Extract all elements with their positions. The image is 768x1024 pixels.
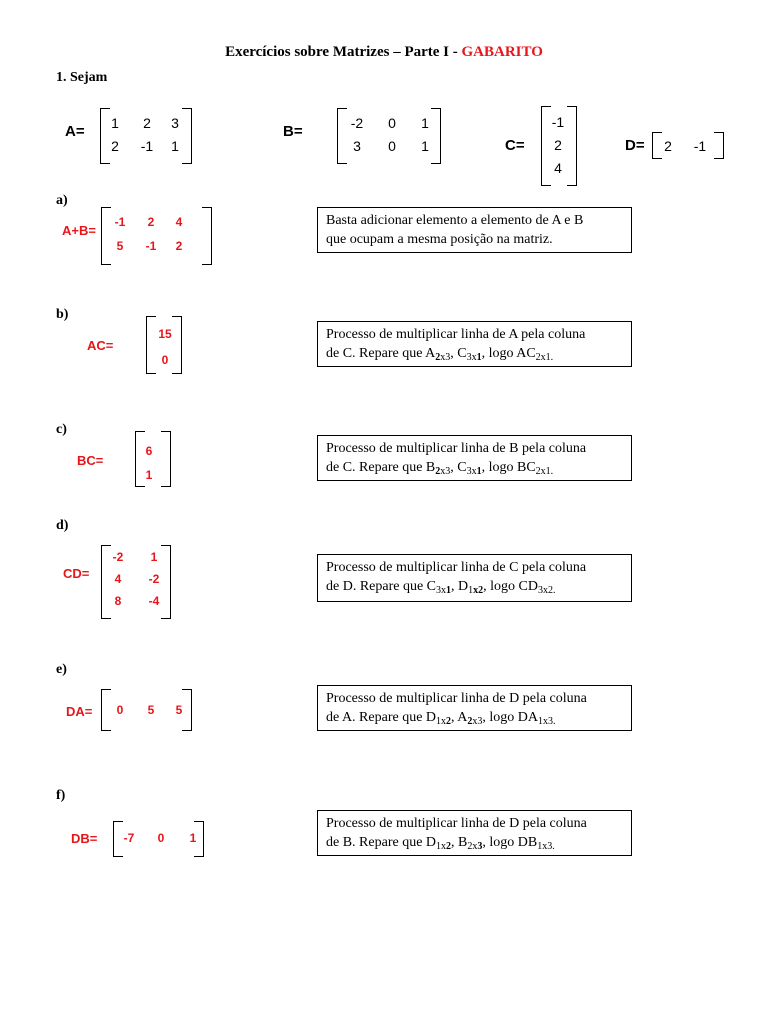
- item-a-letter: a): [56, 193, 68, 208]
- matrix-a-cell: -1: [140, 138, 154, 154]
- matrix-b-cell: 3: [353, 138, 361, 154]
- item-c-label: BC=: [77, 453, 104, 468]
- result-cell: 5: [116, 239, 124, 253]
- matrix-a-cell: 3: [171, 115, 179, 131]
- result-cell: 0: [161, 353, 169, 367]
- title-highlight: GABARITO: [461, 44, 543, 60]
- item-f-letter: f): [56, 788, 66, 803]
- matrix-c-cell: -1: [551, 114, 565, 130]
- result-cell: 1: [150, 550, 158, 564]
- result-cell: 0: [157, 831, 165, 845]
- matrix-d-label: D=: [625, 137, 645, 154]
- result-matrix-e: [101, 689, 192, 731]
- note-b-line1: Processo de multiplicar linha de A pela coluna: [326, 327, 586, 342]
- matrix-a-cell: 1: [171, 138, 179, 154]
- result-cell: -2: [148, 572, 160, 586]
- result-cell: -1: [114, 215, 126, 229]
- item-b-label: AC=: [87, 338, 114, 353]
- matrix-c: [541, 106, 577, 186]
- item-c-letter: c): [56, 422, 67, 437]
- note-f: [317, 810, 632, 856]
- matrix-d-cell: -1: [693, 138, 707, 154]
- result-cell: 4: [175, 215, 183, 229]
- matrix-a: [100, 108, 192, 164]
- result-matrix-f: [113, 821, 204, 857]
- result-matrix-a: [101, 207, 212, 265]
- result-matrix-c: [135, 431, 171, 487]
- matrix-a-cell: 2: [143, 115, 151, 131]
- note-e-line1: Processo de multiplicar linha de D pela coluna: [326, 691, 587, 706]
- result-cell: 2: [147, 215, 155, 229]
- result-matrix-d: [101, 545, 171, 619]
- result-cell: 1: [145, 468, 153, 482]
- note-e: [317, 685, 632, 731]
- matrix-c-cell: 2: [554, 137, 562, 153]
- note-c-line1: Processo de multiplicar linha de B pela coluna: [326, 441, 587, 456]
- note-f-line1: Processo de multiplicar linha de D pela coluna: [326, 816, 587, 831]
- matrix-a-cell: 2: [111, 138, 119, 154]
- note-c-line2: de C. Repare que $B_{2x3}$, $C_{3x1}$, logo $BC_{2x1.}$: [326, 460, 554, 477]
- result-cell: 15: [158, 327, 172, 341]
- matrix-d: [652, 132, 724, 159]
- note-d: [317, 554, 632, 602]
- note-b-line2: de C. Repare que $A_{2x3}$, $C_{3x1}$, logo $AC_{2x1.}$: [326, 346, 554, 363]
- item-b-letter: b): [56, 307, 69, 322]
- matrix-b-cell: 0: [388, 138, 396, 154]
- result-cell: 6: [145, 444, 153, 458]
- matrix-b-cell: 1: [421, 138, 429, 154]
- item-a-label: A+B=: [62, 223, 96, 238]
- note-c: [317, 435, 632, 481]
- result-cell: 1: [189, 831, 197, 845]
- title-main: Exercícios sobre Matrizes – Parte I -: [225, 44, 458, 60]
- result-cell: -1: [145, 239, 157, 253]
- matrix-b-cell: -2: [350, 115, 364, 131]
- item-f-label: DB=: [71, 831, 98, 846]
- result-cell: 4: [114, 572, 122, 586]
- result-cell: 2: [175, 239, 183, 253]
- matrix-d-cell: 2: [664, 138, 672, 154]
- matrix-b-cell: 0: [388, 115, 396, 131]
- note-a-line1: Basta adicionar elemento a elemento de A e B: [326, 213, 584, 228]
- matrix-b-label: B=: [283, 123, 303, 140]
- item-e-letter: e): [56, 662, 67, 677]
- intro-heading: 1. Sejam: [56, 70, 108, 85]
- note-d-line2: de D. Repare que $C_{3x1}$, $D_{1x2}$, logo $CD_{3x2.}$: [326, 579, 556, 596]
- matrix-a-label: A=: [65, 123, 85, 140]
- item-d-letter: d): [56, 518, 69, 533]
- matrix-c-cell: 4: [554, 160, 562, 176]
- matrix-b: [337, 108, 441, 164]
- result-cell: -2: [112, 550, 124, 564]
- page-title: [0, 44, 768, 61]
- note-a: [317, 207, 632, 253]
- result-matrix-b: [146, 316, 182, 374]
- item-d-label: CD=: [63, 566, 90, 581]
- item-e-label: DA=: [66, 704, 93, 719]
- result-cell: 5: [175, 703, 183, 717]
- result-cell: 0: [116, 703, 124, 717]
- result-cell: 8: [114, 594, 122, 608]
- result-cell: 5: [147, 703, 155, 717]
- result-cell: -4: [148, 594, 160, 608]
- note-e-line2: de A. Repare que $D_{1x2}$, $A_{2x3}$, logo $DA_{1x3.}$: [326, 710, 556, 727]
- note-d-line1: Processo de multiplicar linha de C pela coluna: [326, 560, 587, 575]
- matrix-c-label: C=: [505, 137, 525, 154]
- note-b: [317, 321, 632, 367]
- matrix-b-cell: 1: [421, 115, 429, 131]
- result-cell: -7: [123, 831, 135, 845]
- note-f-line2: de B. Repare que $D_{1x2}$, $B_{2x3}$, logo $DB_{1x3.}$: [326, 835, 555, 852]
- note-a-line2: que ocupam a mesma posição na matriz.: [326, 232, 553, 247]
- matrix-a-cell: 1: [111, 115, 119, 131]
